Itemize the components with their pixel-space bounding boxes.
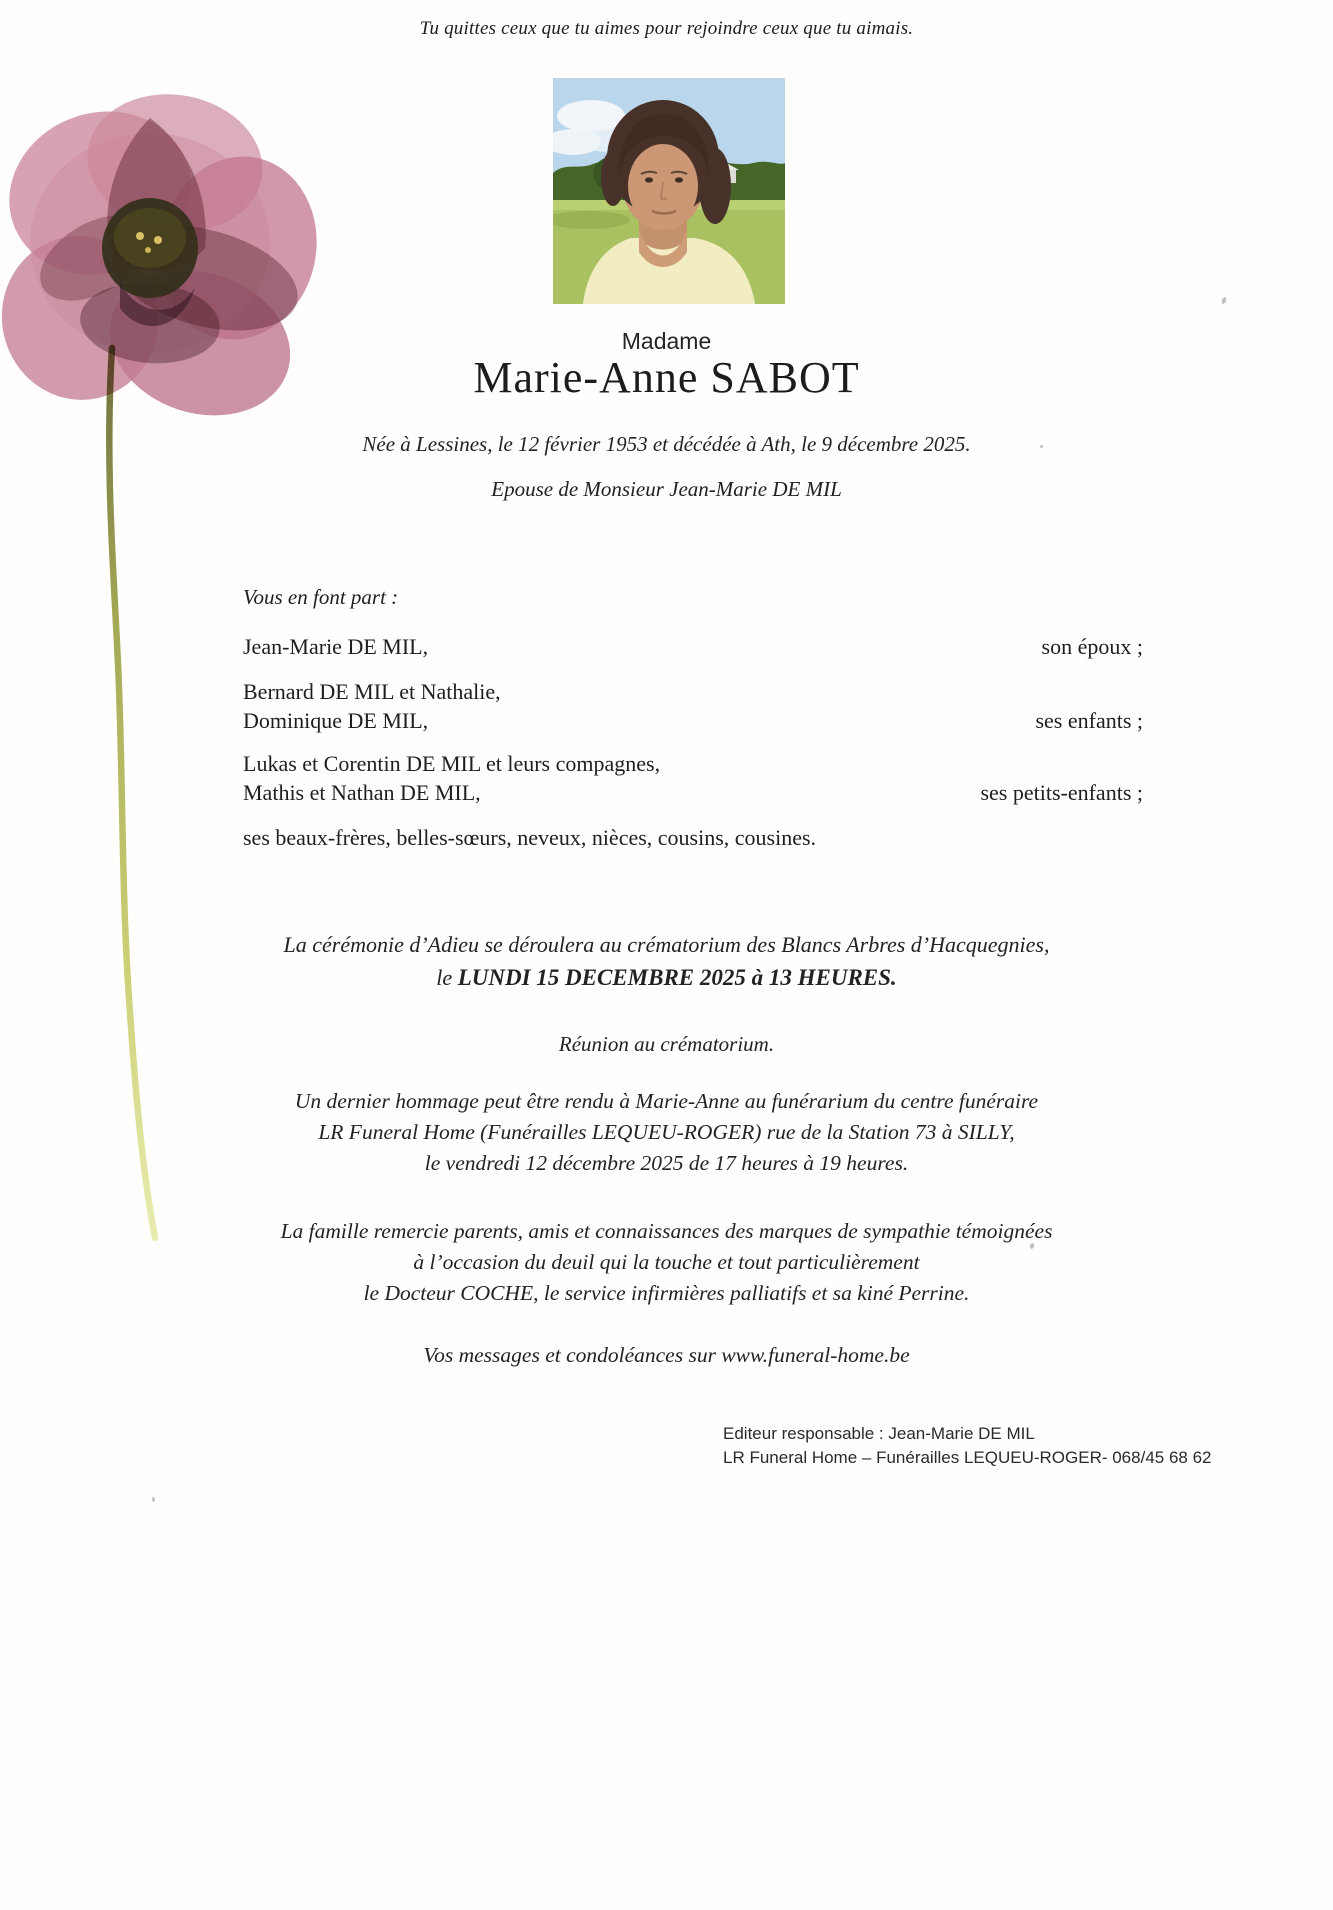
family-relation: ses petits-enfants ; [980, 780, 1143, 805]
tribute-section [0, 1086, 1333, 1179]
family-names-line: Jean-Marie DE MIL, [243, 634, 429, 659]
family-closing-line: ses beaux-frères, belles-sœurs, neveux, nièces, cousins, cousines. [243, 825, 817, 850]
family-section [243, 583, 1143, 852]
ceremony-line: La cérémonie d’Adieu se déroulera au crématorium des Blancs Arbres d’Hacquegnies, [283, 932, 1050, 957]
announcement-intro: Vous en font part : [243, 585, 399, 609]
publisher-line: Editeur responsable : Jean-Marie DE MIL [723, 1424, 1035, 1443]
honorific: Madame [621, 328, 712, 354]
ceremony-section [0, 928, 1333, 994]
portrait-photo [553, 78, 785, 304]
thanks-line: le Docteur COCHE, le service infirmières palliatifs et sa kiné Perrine. [363, 1281, 970, 1305]
family-names-line: Bernard DE MIL et Nathalie, [243, 679, 501, 704]
condolences-line: Vos messages et condoléances sur www.funeral-home.be [423, 1343, 910, 1367]
ceremony-date-line [0, 961, 1333, 994]
scan-artifact [1040, 445, 1043, 448]
birth-death-line: Née à Lessines, le 12 février 1953 et décédée à Ath, le 9 décembre 2025. [362, 432, 971, 456]
ceremony-date-emphasis: LUNDI 15 DECEMBRE 2025 à 13 HEURES. [457, 965, 897, 990]
scan-artifact [152, 1497, 155, 1502]
family-row-grandchildren [243, 749, 1143, 807]
family-names-line: Mathis et Nathan DE MIL, [243, 780, 481, 805]
family-relation: son époux ; [1041, 634, 1143, 659]
thanks-line: à l’occasion du deuil qui la touche et tout particulièrement [413, 1250, 920, 1274]
ceremony-date-prefix: le [436, 965, 458, 990]
family-names-line: Lukas et Corentin DE MIL et leurs compagnes, [243, 751, 661, 776]
tribute-line: LR Funeral Home (Funérailles LEQUEU-ROGER) rue de la Station 73 à SILLY, [318, 1120, 1015, 1144]
family-row-spouse [243, 632, 1143, 661]
thanks-line: La famille remercie parents, amis et connaissances des marques de sympathie témoignées [280, 1219, 1053, 1243]
thanks-section [0, 1216, 1333, 1309]
memorial-quote: Tu quittes ceux que tu aimes pour rejoindre ceux que tu aimais. [419, 18, 914, 39]
deceased-name: Marie-Anne SABOT [473, 353, 860, 402]
tribute-line: le vendredi 12 décembre 2025 de 17 heures à 19 heures. [424, 1151, 909, 1175]
family-names-line: Dominique DE MIL, [243, 708, 429, 733]
publisher-block [723, 1422, 1212, 1470]
reunion-line: Réunion au crématorium. [558, 1032, 775, 1056]
scan-artifact [1221, 297, 1227, 305]
publisher-line: LR Funeral Home – Funérailles LEQUEU-ROGER- 068/45 68 62 [723, 1448, 1212, 1467]
tribute-line: Un dernier hommage peut être rendu à Marie-Anne au funérarium du centre funéraire [294, 1089, 1039, 1113]
spouse-line: Epouse de Monsieur Jean-Marie DE MIL [491, 477, 842, 501]
family-relation: ses enfants ; [1035, 708, 1143, 733]
family-row-children [243, 677, 1143, 735]
